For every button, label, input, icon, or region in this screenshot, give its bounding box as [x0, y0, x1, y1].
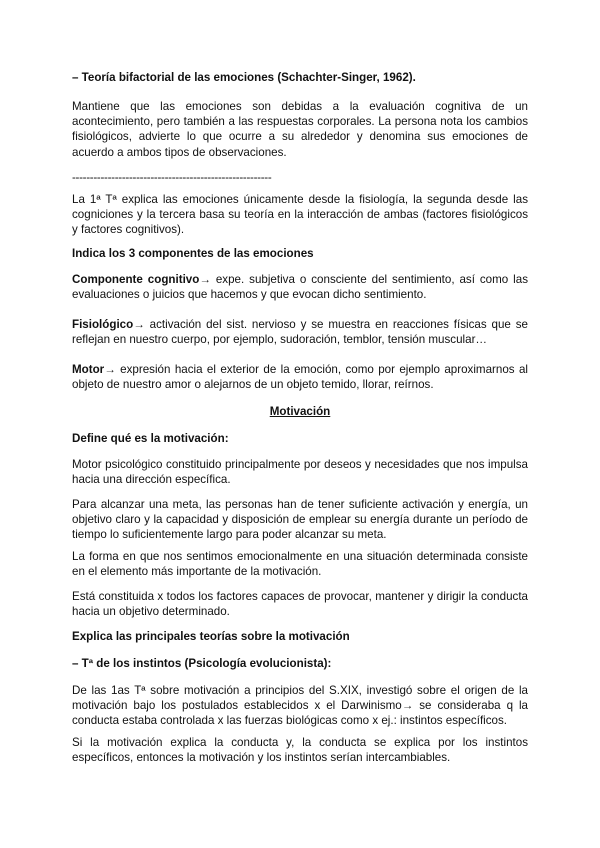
- motivation-theories-heading: Explica las principales teorías sobre la motivación: [72, 630, 350, 643]
- bifactorial-theory-heading: – Teoría bifactorial de las emociones (Schachter-Singer, 1962).: [72, 71, 416, 84]
- theories-summary-paragraph: La 1ª Tª explica las emociones únicamente desde la fisiología, la segunda desde las cogniciones y la tercera basa su teoría en la interacción de ambas (factores fisiológicos y factores cognitivos).: [72, 193, 528, 237]
- component-physiological: [72, 317, 528, 347]
- motivation-paragraph-1: Motor psicológico constituido principalmente por deseos y necesidades que nos impulsa hacia una dirección específica.: [72, 458, 528, 487]
- motivation-title-text: Motivación: [269, 405, 331, 418]
- motivation-paragraph-3: La forma en que nos sentimos emocionalmente en una situación determinada consiste en el elemento más importante de la motivación.: [72, 550, 528, 579]
- component-description: → activación del sist. nervioso y se muestra en reacciones físicas que se reflejan en nuestro cuerpo, por ejemplo, sudoración, temblor, tensión muscular…: [72, 318, 528, 347]
- component-description: → expe. subjetiva o consciente del sentimiento, así como las evaluaciones o juicios que hacemos y que evocan dicho sentimiento.: [72, 273, 528, 302]
- instinct-theory-paragraph-1: De las 1as Tª sobre motivación a principios del S.XIX, investigó sobre el origen de la motivación bajo los postulados establecidos x el Darwinismo→ se consideraba q la conducta estaba controlada x las fuerzas biológicas como x ej.: instintos específicos.: [72, 684, 528, 728]
- component-term: Fisiológico: [72, 318, 134, 331]
- component-term: Componente cognitivo: [72, 273, 200, 286]
- define-motivation-heading: Define qué es la motivación:: [72, 432, 229, 445]
- motivation-paragraph-4: Está constituida x todos los factores capaces de provocar, mantener y dirigir la conducta hacia un objetivo determinado.: [72, 590, 528, 619]
- motivation-section-title: [72, 404, 528, 419]
- components-heading: Indica los 3 componentes de las emociones: [72, 247, 314, 260]
- instinct-theory-paragraph-2: Si la motivación explica la conducta y, la conducta se explica por los instintos específicos, entonces la motivación y los instintos serían intercambiables.: [72, 736, 528, 765]
- component-term: Motor: [72, 363, 105, 376]
- component-cognitive: [72, 272, 528, 302]
- instinct-theory-heading: – Tª de los instintos (Psicología evolucionista):: [72, 657, 332, 670]
- section-separator: --------------------------------------------------------: [72, 171, 272, 184]
- bifactorial-theory-paragraph: Mantiene que las emociones son debidas a la evaluación cognitiva de un acontecimiento, pero también a las respuestas corporales. La persona nota los cambios fisiológicos, advierte lo que ocurre a su alrededor y denomina sus emociones de acuerdo a ambos tipos de observaciones.: [72, 100, 528, 159]
- component-motor: [72, 362, 528, 392]
- motivation-paragraph-2: Para alcanzar una meta, las personas han de tener suficiente activación y energía, un objetivo claro y la capacidad y disposición de emplear su energía durante un período de tiempo lo suficientemente largo para poder alcanzar su meta.: [72, 498, 528, 542]
- component-description: → expresión hacia el exterior de la emoción, como por ejemplo aproximarnos al objeto de nuestro amor o alejarnos de un objeto temido, llorar, reírnos.: [72, 363, 528, 392]
